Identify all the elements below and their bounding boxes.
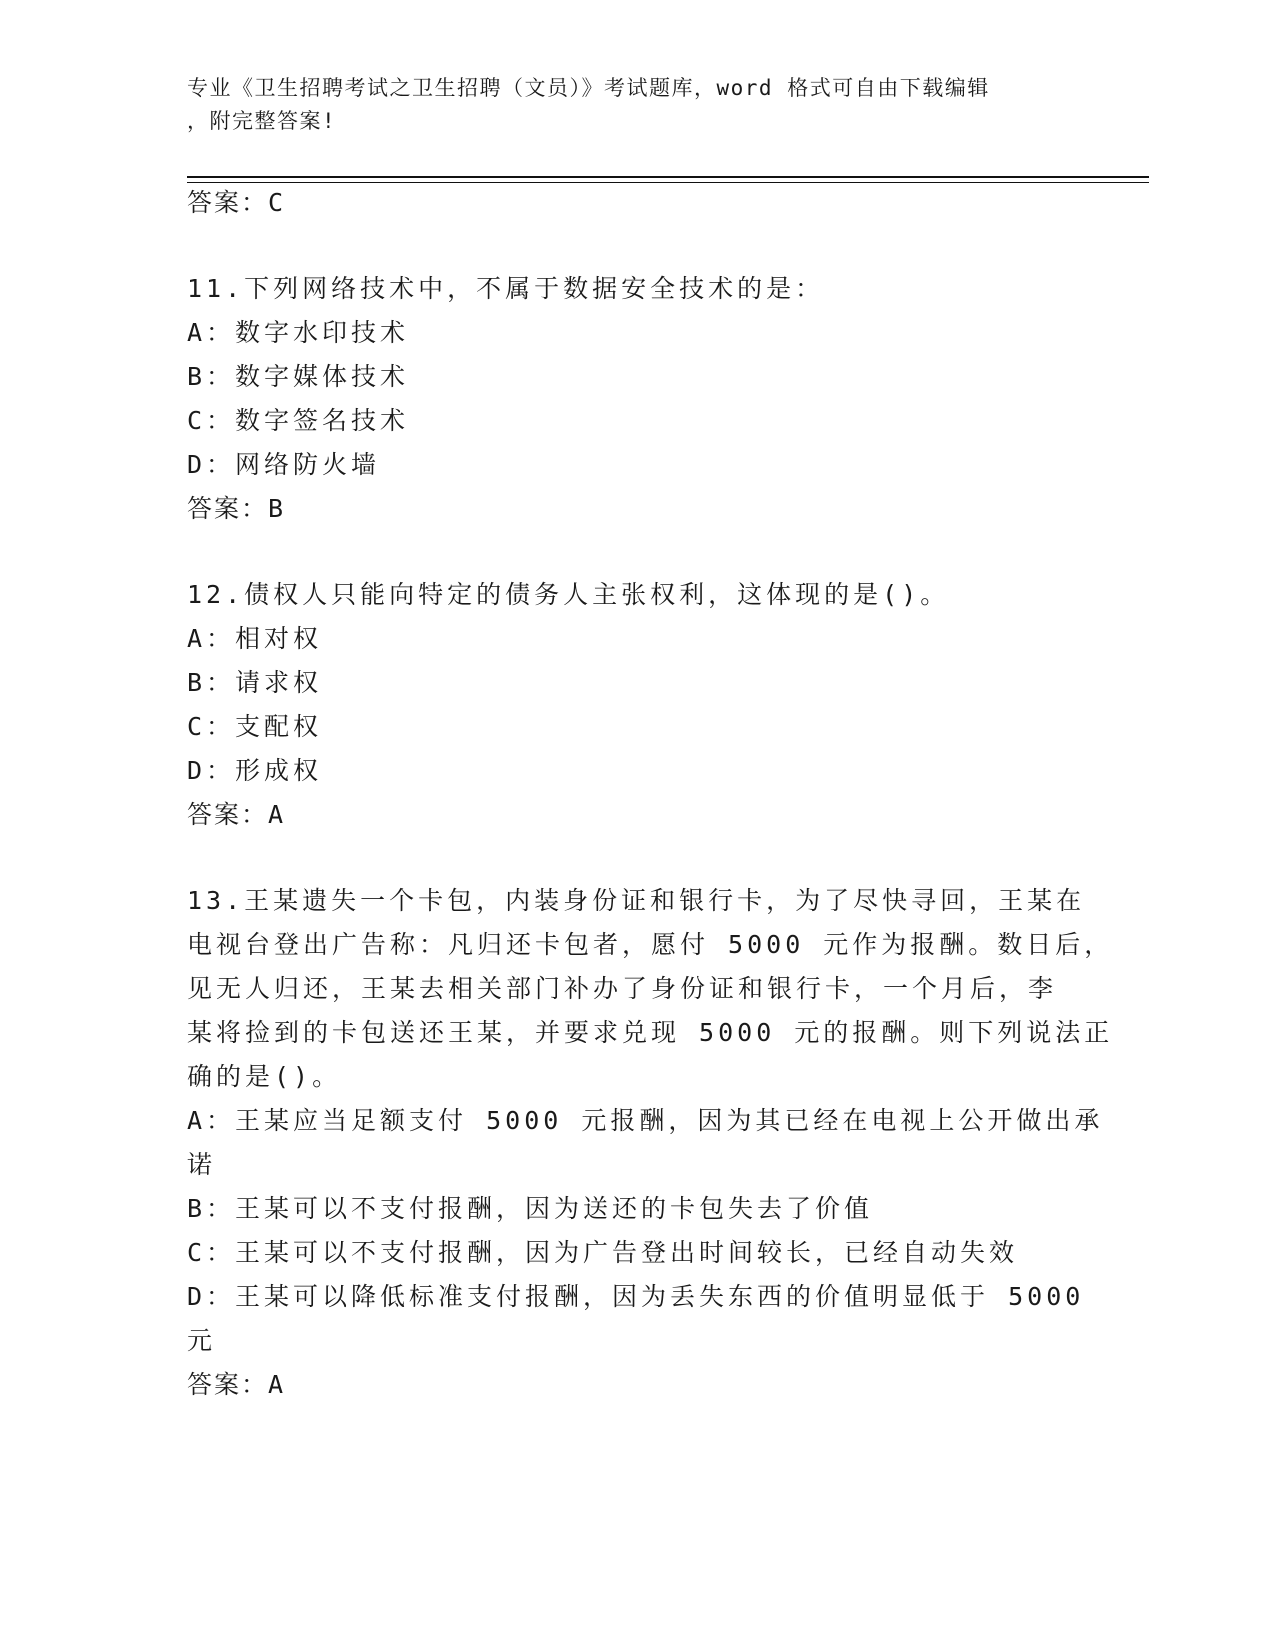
question-11-answer: 答案：B bbox=[187, 494, 286, 523]
question-11-option-c: C：数字签名技术 bbox=[187, 406, 410, 435]
question-11-option-b: B：数字媒体技术 bbox=[187, 362, 410, 391]
question-13-option-d-line-2: 元 bbox=[187, 1326, 217, 1355]
question-13-stem-line-3: 见无人归还，王某去相关部门补办了身份证和银行卡，一个月后，李 bbox=[187, 974, 1058, 1003]
header-divider-thin bbox=[187, 182, 1149, 183]
question-13-stem-line-2: 电视台登出广告称：凡归还卡包者，愿付 5000 元作为报酬。数日后， bbox=[187, 930, 1114, 959]
question-12-option-a: A：相对权 bbox=[187, 624, 323, 653]
question-12-option-b: B：请求权 bbox=[187, 668, 323, 697]
question-11-option-d: D：网络防火墙 bbox=[187, 450, 381, 479]
document-header bbox=[187, 72, 1067, 138]
question-13-option-a-line-1: A：王某应当足额支付 5000 元报酬，因为其已经在电视上公开做出承 bbox=[187, 1106, 1104, 1135]
header-divider-thick bbox=[187, 176, 1149, 178]
question-11-option-a: A：数字水印技术 bbox=[187, 318, 410, 347]
question-13-option-b: B：王某可以不支付报酬，因为送还的卡包失去了价值 bbox=[187, 1194, 874, 1223]
question-13-stem-line-5: 确的是()。 bbox=[187, 1062, 342, 1091]
question-13-option-c: C：王某可以不支付报酬，因为广告登出时间较长，已经自动失效 bbox=[187, 1238, 1019, 1267]
answer-q10: 答案：C bbox=[187, 188, 286, 217]
question-12-answer: 答案：A bbox=[187, 800, 286, 829]
question-13-answer: 答案：A bbox=[187, 1370, 286, 1399]
header-line-1: 专业《卫生招聘考试之卫生招聘（文员）》考试题库，word 格式可自由下载编辑 bbox=[187, 76, 990, 100]
question-12-option-d: D：形成权 bbox=[187, 756, 323, 785]
question-13-stem-line-1: 13.王某遗失一个卡包，内装身份证和银行卡，为了尽快寻回，王某在 bbox=[187, 886, 1086, 915]
header-line-2: ，附完整答案! bbox=[187, 109, 337, 133]
question-13-stem-line-4: 某将捡到的卡包送还王某，并要求兑现 5000 元的报酬。则下列说法正 bbox=[187, 1018, 1114, 1047]
question-13-option-d-line-1: D：王某可以降低标准支付报酬，因为丢失东西的价值明显低于 5000 bbox=[187, 1282, 1085, 1311]
question-12-option-c: C：支配权 bbox=[187, 712, 323, 741]
question-11-stem: 11.下列网络技术中，不属于数据安全技术的是： bbox=[187, 274, 825, 303]
question-12-stem: 12.债权人只能向特定的债务人主张权利，这体现的是()。 bbox=[187, 580, 950, 609]
question-13-option-a-line-2: 诺 bbox=[187, 1150, 217, 1179]
